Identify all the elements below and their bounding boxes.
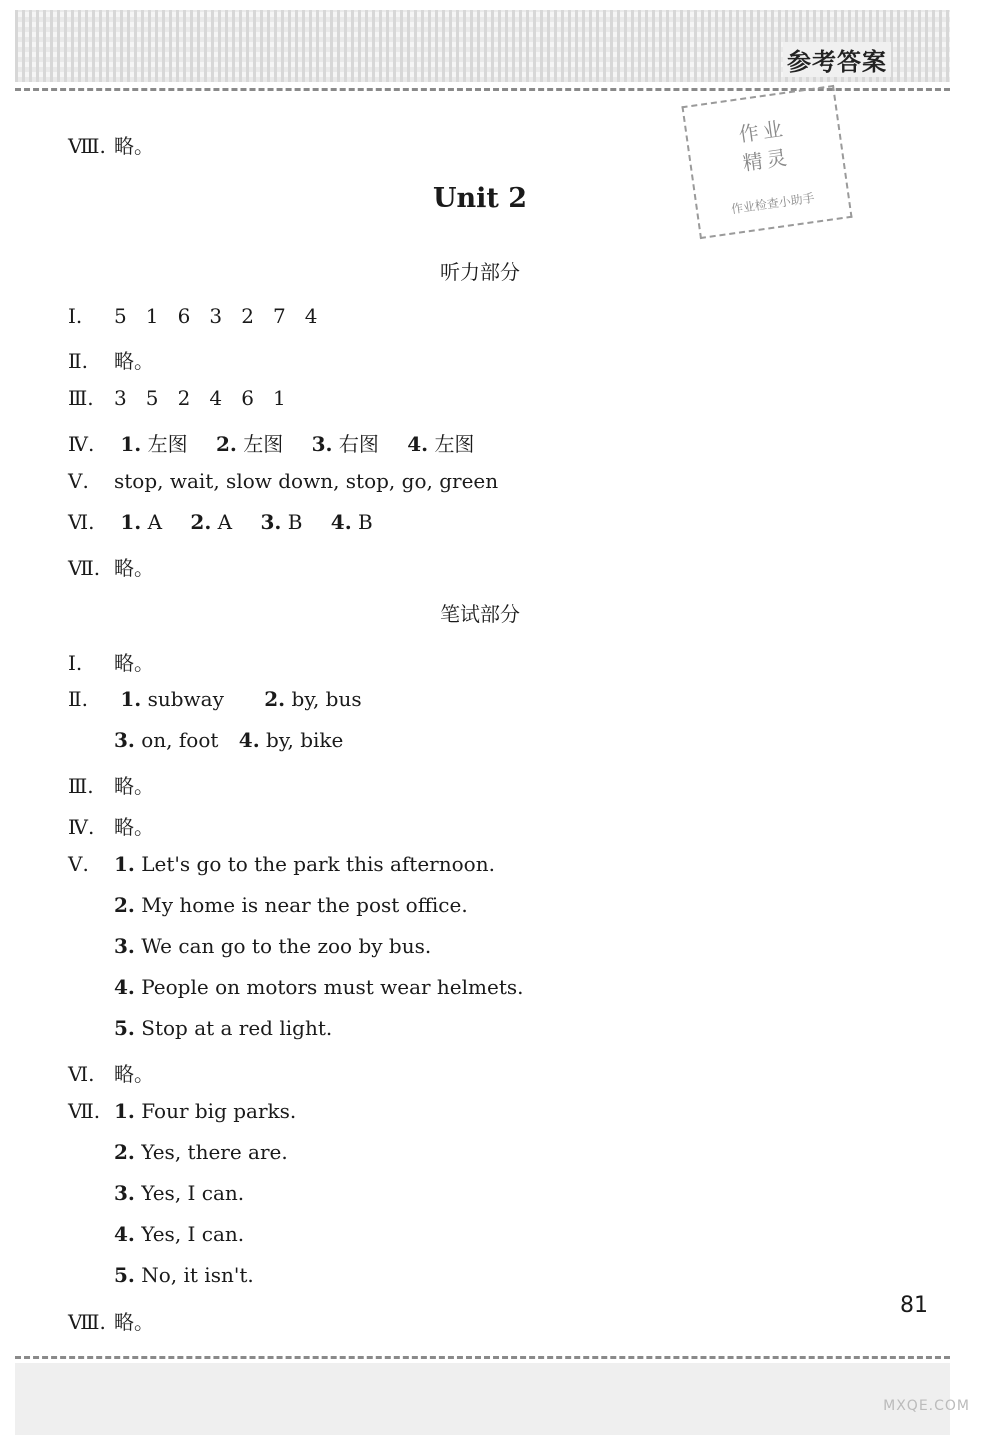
answer-row: Ⅷ. 略。 <box>68 1310 154 1334</box>
answer-row: 2. My home is near the post office. <box>114 893 468 917</box>
stamp: 作业 精灵 作业检查小助手 <box>681 85 852 239</box>
answer-row: Ⅳ. 1. 左图 2. 左图 3. 右图 4. 左图 <box>68 432 475 456</box>
answer-row: Ⅳ. 略。 <box>68 815 154 839</box>
answer-row: Ⅰ. 略。 <box>68 651 154 675</box>
answer-row: Ⅴ. stop, wait, slow down, stop, go, green <box>68 469 499 493</box>
answer-row: Ⅶ. 略。 <box>68 556 154 580</box>
answer-row: Ⅱ. 略。 <box>68 349 154 373</box>
unit-title: Unit 2 <box>432 183 528 214</box>
section-title-written: 笔试部分 <box>440 602 520 626</box>
section-title-listening: 听力部分 <box>440 260 520 284</box>
answer-row: Ⅲ. 略。 <box>68 774 154 798</box>
answer-row: Ⅶ. 1. Four big parks. <box>68 1099 297 1123</box>
answer-row: Ⅲ. 3 5 2 4 6 1 <box>68 386 286 410</box>
answer-row: 4. People on motors must wear helmets. <box>114 975 524 999</box>
footer-divider <box>15 1356 950 1359</box>
answer-row: 5. No, it isn't. <box>114 1263 254 1287</box>
answer-row: 3. on, foot 4. by, bike <box>114 728 344 752</box>
answer-row: 5. Stop at a red light. <box>114 1016 333 1040</box>
answer-row: Ⅵ. 1. A 2. A 3. B 4. B <box>68 510 373 534</box>
answer-row: 4. Yes, I can. <box>114 1222 245 1246</box>
answer-row: 3. We can go to the zoo by bus. <box>114 934 432 958</box>
answer-row: 2. Yes, there are. <box>114 1140 288 1164</box>
page-number: 81 <box>900 1293 928 1318</box>
answer-row: 3. Yes, I can. <box>114 1181 245 1205</box>
answer-row: Ⅰ. 5 1 6 3 2 7 4 <box>68 304 318 328</box>
header-title: 参考答案 <box>783 42 891 77</box>
watermark: MXQE.COM <box>883 1398 970 1414</box>
answer-row: Ⅷ. 略。 <box>68 134 154 158</box>
answer-row: Ⅵ. 略。 <box>68 1062 154 1086</box>
answer-row: Ⅴ. 1. Let's go to the park this afternoon. <box>68 852 495 876</box>
footer-band <box>15 1363 950 1435</box>
answer-row: Ⅱ. 1. subway 2. by, bus <box>68 687 362 711</box>
